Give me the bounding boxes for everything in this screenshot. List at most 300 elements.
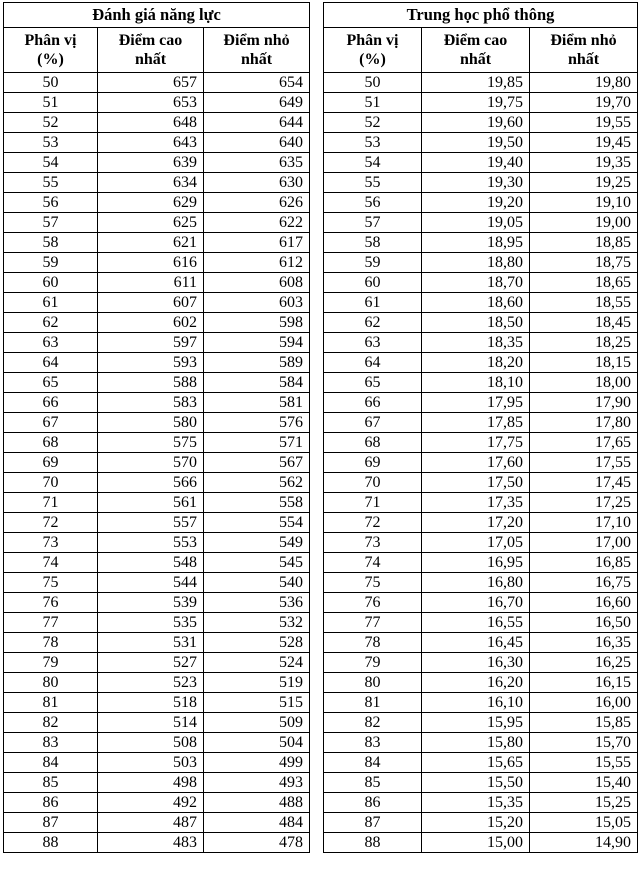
cell-min-score: 519	[204, 673, 310, 693]
cell-min-score: 488	[204, 793, 310, 813]
cell-min-score: 598	[204, 313, 310, 333]
cell-min-score: 549	[204, 533, 310, 553]
cell-max-score: 19,05	[422, 213, 530, 233]
cell-percentile: 80	[4, 673, 98, 693]
cell-max-score: 16,70	[422, 593, 530, 613]
cell-min-score: 17,45	[530, 473, 638, 493]
table-row	[324, 733, 638, 753]
cell-max-score: 535	[98, 613, 204, 633]
cell-percentile: 85	[4, 773, 98, 793]
dgnl-table	[3, 2, 310, 853]
cell-percentile: 66	[324, 393, 422, 413]
table-row	[324, 793, 638, 813]
cell-min-score: 18,45	[530, 313, 638, 333]
cell-percentile: 68	[4, 433, 98, 453]
cell-percentile: 81	[324, 693, 422, 713]
cell-min-score: 576	[204, 413, 310, 433]
cell-percentile: 82	[324, 713, 422, 733]
cell-percentile: 83	[4, 733, 98, 753]
table-row	[324, 413, 638, 433]
cell-percentile: 80	[324, 673, 422, 693]
cell-percentile: 60	[4, 273, 98, 293]
cell-min-score: 630	[204, 173, 310, 193]
cell-percentile: 84	[324, 753, 422, 773]
table-row	[4, 533, 310, 553]
cell-percentile: 67	[324, 413, 422, 433]
cell-percentile: 88	[4, 833, 98, 853]
cell-min-score: 16,00	[530, 693, 638, 713]
table-row	[4, 553, 310, 573]
cell-min-score: 622	[204, 213, 310, 233]
cell-min-score: 19,70	[530, 93, 638, 113]
cell-max-score: 19,50	[422, 133, 530, 153]
table-row	[324, 813, 638, 833]
cell-min-score: 603	[204, 293, 310, 313]
cell-max-score: 657	[98, 73, 204, 93]
table-row	[324, 193, 638, 213]
cell-percentile: 70	[4, 473, 98, 493]
table-row	[324, 693, 638, 713]
table-row	[324, 493, 638, 513]
table-row	[4, 373, 310, 393]
table-row	[324, 553, 638, 573]
cell-min-score: 554	[204, 513, 310, 533]
cell-max-score: 575	[98, 433, 204, 453]
table-row	[4, 113, 310, 133]
table-row	[324, 433, 638, 453]
cell-max-score: 518	[98, 693, 204, 713]
cell-min-score: 635	[204, 153, 310, 173]
cell-percentile: 65	[4, 373, 98, 393]
cell-percentile: 58	[4, 233, 98, 253]
cell-max-score: 492	[98, 793, 204, 813]
cell-percentile: 77	[324, 613, 422, 633]
cell-percentile: 72	[324, 513, 422, 533]
cell-max-score: 611	[98, 273, 204, 293]
table-title: Trung học phổ thông	[324, 3, 638, 28]
cell-max-score: 16,45	[422, 633, 530, 653]
cell-max-score: 643	[98, 133, 204, 153]
cell-min-score: 532	[204, 613, 310, 633]
cell-percentile: 77	[4, 613, 98, 633]
cell-percentile: 83	[324, 733, 422, 753]
cell-percentile: 64	[4, 353, 98, 373]
cell-min-score: 15,70	[530, 733, 638, 753]
cell-max-score: 523	[98, 673, 204, 693]
cell-max-score: 18,60	[422, 293, 530, 313]
header-row	[4, 28, 310, 73]
cell-min-score: 484	[204, 813, 310, 833]
cell-max-score: 483	[98, 833, 204, 853]
thpt-table	[323, 2, 638, 853]
cell-min-score: 16,35	[530, 633, 638, 653]
table-row	[4, 353, 310, 373]
table-row	[4, 613, 310, 633]
table-row	[324, 313, 638, 333]
cell-max-score: 498	[98, 773, 204, 793]
table-row	[4, 193, 310, 213]
cell-percentile: 62	[4, 313, 98, 333]
cell-min-score: 16,75	[530, 573, 638, 593]
cell-percentile: 62	[324, 313, 422, 333]
cell-min-score: 654	[204, 73, 310, 93]
table-row	[4, 573, 310, 593]
cell-max-score: 548	[98, 553, 204, 573]
cell-max-score: 629	[98, 193, 204, 213]
cell-min-score: 509	[204, 713, 310, 733]
cell-percentile: 87	[324, 813, 422, 833]
cell-min-score: 18,25	[530, 333, 638, 353]
cell-min-score: 571	[204, 433, 310, 453]
cell-max-score: 16,30	[422, 653, 530, 673]
table-row	[324, 173, 638, 193]
table-row	[4, 653, 310, 673]
cell-max-score: 15,65	[422, 753, 530, 773]
cell-max-score: 17,95	[422, 393, 530, 413]
cell-min-score: 15,55	[530, 753, 638, 773]
cell-max-score: 15,80	[422, 733, 530, 753]
cell-percentile: 59	[4, 253, 98, 273]
table-body	[324, 73, 638, 853]
table-row	[324, 833, 638, 853]
cell-min-score: 545	[204, 553, 310, 573]
cell-percentile: 85	[324, 773, 422, 793]
cell-percentile: 86	[4, 793, 98, 813]
cell-min-score: 19,00	[530, 213, 638, 233]
cell-max-score: 16,80	[422, 573, 530, 593]
cell-max-score: 19,30	[422, 173, 530, 193]
cell-percentile: 84	[4, 753, 98, 773]
cell-max-score: 531	[98, 633, 204, 653]
table-row	[4, 313, 310, 333]
cell-max-score: 18,70	[422, 273, 530, 293]
header-percentile: Phân vị (%)	[324, 28, 422, 73]
cell-max-score: 17,35	[422, 493, 530, 513]
table-row	[4, 173, 310, 193]
table-row	[4, 793, 310, 813]
table-row	[324, 753, 638, 773]
table-title-row	[324, 3, 638, 28]
table-row	[4, 213, 310, 233]
table-row	[4, 773, 310, 793]
cell-percentile: 82	[4, 713, 98, 733]
table-row	[4, 473, 310, 493]
cell-percentile: 88	[324, 833, 422, 853]
table-row	[324, 613, 638, 633]
cell-max-score: 514	[98, 713, 204, 733]
cell-min-score: 16,60	[530, 593, 638, 613]
cell-percentile: 61	[4, 293, 98, 313]
cell-percentile: 73	[4, 533, 98, 553]
cell-percentile: 86	[324, 793, 422, 813]
cell-max-score: 15,20	[422, 813, 530, 833]
cell-max-score: 616	[98, 253, 204, 273]
cell-max-score: 580	[98, 413, 204, 433]
header-row	[324, 28, 638, 73]
cell-percentile: 71	[4, 493, 98, 513]
cell-max-score: 648	[98, 113, 204, 133]
cell-percentile: 52	[324, 113, 422, 133]
cell-min-score: 581	[204, 393, 310, 413]
cell-percentile: 64	[324, 353, 422, 373]
cell-percentile: 63	[4, 333, 98, 353]
cell-min-score: 640	[204, 133, 310, 153]
cell-percentile: 63	[324, 333, 422, 353]
table-row	[4, 333, 310, 353]
cell-percentile: 55	[4, 173, 98, 193]
cell-max-score: 653	[98, 93, 204, 113]
header-max-score: Điểm cao nhất	[98, 28, 204, 73]
cell-min-score: 540	[204, 573, 310, 593]
cell-min-score: 15,25	[530, 793, 638, 813]
cell-min-score: 17,90	[530, 393, 638, 413]
table-row	[4, 393, 310, 413]
cell-percentile: 50	[4, 73, 98, 93]
cell-min-score: 626	[204, 193, 310, 213]
cell-min-score: 504	[204, 733, 310, 753]
cell-min-score: 493	[204, 773, 310, 793]
cell-max-score: 19,60	[422, 113, 530, 133]
cell-max-score: 18,50	[422, 313, 530, 333]
cell-percentile: 76	[4, 593, 98, 613]
table-row	[324, 373, 638, 393]
cell-percentile: 67	[4, 413, 98, 433]
cell-max-score: 19,20	[422, 193, 530, 213]
cell-min-score: 594	[204, 333, 310, 353]
table-row	[4, 713, 310, 733]
cell-min-score: 18,55	[530, 293, 638, 313]
table-row	[324, 473, 638, 493]
table-row	[4, 293, 310, 313]
cell-percentile: 69	[324, 453, 422, 473]
table-row	[4, 673, 310, 693]
table-row	[324, 73, 638, 93]
cell-max-score: 19,85	[422, 73, 530, 93]
tables-container	[3, 2, 637, 884]
cell-percentile: 74	[4, 553, 98, 573]
cell-percentile: 56	[324, 193, 422, 213]
table-row	[324, 633, 638, 653]
cell-percentile: 61	[324, 293, 422, 313]
cell-max-score: 625	[98, 213, 204, 233]
table-row	[4, 133, 310, 153]
cell-max-score: 539	[98, 593, 204, 613]
cell-percentile: 78	[324, 633, 422, 653]
table-row	[324, 333, 638, 353]
cell-min-score: 515	[204, 693, 310, 713]
cell-min-score: 19,55	[530, 113, 638, 133]
table-row	[4, 153, 310, 173]
cell-max-score: 503	[98, 753, 204, 773]
cell-min-score: 16,85	[530, 553, 638, 573]
table-body	[4, 73, 310, 853]
cell-min-score: 584	[204, 373, 310, 393]
cell-min-score: 19,45	[530, 133, 638, 153]
table-row	[324, 273, 638, 293]
cell-min-score: 17,65	[530, 433, 638, 453]
cell-percentile: 51	[324, 93, 422, 113]
cell-percentile: 78	[4, 633, 98, 653]
cell-percentile: 50	[324, 73, 422, 93]
table-row	[324, 513, 638, 533]
table-row	[324, 253, 638, 273]
cell-min-score: 499	[204, 753, 310, 773]
table-row	[324, 233, 638, 253]
table-row	[4, 693, 310, 713]
table-row	[324, 113, 638, 133]
cell-min-score: 17,25	[530, 493, 638, 513]
cell-percentile: 75	[4, 573, 98, 593]
cell-percentile: 71	[324, 493, 422, 513]
table-row	[324, 673, 638, 693]
cell-min-score: 18,00	[530, 373, 638, 393]
cell-min-score: 18,75	[530, 253, 638, 273]
cell-min-score: 19,80	[530, 73, 638, 93]
table-row	[324, 653, 638, 673]
cell-min-score: 17,80	[530, 413, 638, 433]
cell-max-score: 553	[98, 533, 204, 553]
cell-percentile: 69	[4, 453, 98, 473]
cell-percentile: 66	[4, 393, 98, 413]
cell-max-score: 544	[98, 573, 204, 593]
cell-percentile: 76	[324, 593, 422, 613]
table-row	[4, 493, 310, 513]
cell-percentile: 54	[4, 153, 98, 173]
cell-percentile: 60	[324, 273, 422, 293]
table-title-row	[4, 3, 310, 28]
cell-percentile: 72	[4, 513, 98, 533]
table-row	[324, 393, 638, 413]
cell-max-score: 593	[98, 353, 204, 373]
cell-min-score: 16,50	[530, 613, 638, 633]
cell-max-score: 18,35	[422, 333, 530, 353]
table-row	[4, 753, 310, 773]
table-row	[4, 93, 310, 113]
table-row	[324, 573, 638, 593]
table-row	[4, 813, 310, 833]
cell-max-score: 527	[98, 653, 204, 673]
table-row	[4, 233, 310, 253]
table-row	[4, 413, 310, 433]
cell-percentile: 68	[324, 433, 422, 453]
cell-max-score: 17,75	[422, 433, 530, 453]
table-row	[324, 153, 638, 173]
cell-min-score: 16,25	[530, 653, 638, 673]
table-row	[4, 833, 310, 853]
cell-percentile: 70	[324, 473, 422, 493]
table-row	[324, 293, 638, 313]
cell-max-score: 607	[98, 293, 204, 313]
table-row	[4, 73, 310, 93]
cell-percentile: 57	[4, 213, 98, 233]
cell-min-score: 524	[204, 653, 310, 673]
cell-percentile: 79	[324, 653, 422, 673]
cell-min-score: 536	[204, 593, 310, 613]
cell-max-score: 19,40	[422, 153, 530, 173]
table-row	[324, 713, 638, 733]
table-row	[324, 453, 638, 473]
cell-max-score: 16,95	[422, 553, 530, 573]
cell-percentile: 53	[324, 133, 422, 153]
cell-min-score: 17,55	[530, 453, 638, 473]
table-row	[324, 133, 638, 153]
table-row	[324, 93, 638, 113]
cell-percentile: 65	[324, 373, 422, 393]
cell-min-score: 15,40	[530, 773, 638, 793]
cell-max-score: 16,55	[422, 613, 530, 633]
header-min-score: Điểm nhỏ nhất	[204, 28, 310, 73]
table-row	[4, 513, 310, 533]
cell-max-score: 487	[98, 813, 204, 833]
cell-max-score: 18,10	[422, 373, 530, 393]
table-row	[324, 533, 638, 553]
cell-percentile: 56	[4, 193, 98, 213]
table-row	[4, 633, 310, 653]
cell-min-score: 567	[204, 453, 310, 473]
cell-min-score: 17,00	[530, 533, 638, 553]
cell-max-score: 588	[98, 373, 204, 393]
cell-min-score: 14,90	[530, 833, 638, 853]
cell-max-score: 16,10	[422, 693, 530, 713]
header-min-score: Điểm nhỏ nhất	[530, 28, 638, 73]
cell-max-score: 19,75	[422, 93, 530, 113]
table-row	[324, 353, 638, 373]
table-row	[4, 733, 310, 753]
cell-min-score: 18,85	[530, 233, 638, 253]
cell-max-score: 15,50	[422, 773, 530, 793]
cell-max-score: 18,20	[422, 353, 530, 373]
table-row	[324, 773, 638, 793]
cell-max-score: 557	[98, 513, 204, 533]
cell-min-score: 19,25	[530, 173, 638, 193]
cell-max-score: 18,95	[422, 233, 530, 253]
cell-max-score: 621	[98, 233, 204, 253]
cell-max-score: 583	[98, 393, 204, 413]
cell-max-score: 566	[98, 473, 204, 493]
cell-min-score: 17,10	[530, 513, 638, 533]
cell-min-score: 18,15	[530, 353, 638, 373]
table-row	[4, 593, 310, 613]
cell-min-score: 16,15	[530, 673, 638, 693]
cell-max-score: 597	[98, 333, 204, 353]
cell-percentile: 55	[324, 173, 422, 193]
cell-min-score: 19,10	[530, 193, 638, 213]
cell-max-score: 17,50	[422, 473, 530, 493]
cell-max-score: 17,20	[422, 513, 530, 533]
cell-max-score: 602	[98, 313, 204, 333]
cell-min-score: 562	[204, 473, 310, 493]
cell-percentile: 52	[4, 113, 98, 133]
cell-max-score: 508	[98, 733, 204, 753]
cell-min-score: 589	[204, 353, 310, 373]
cell-percentile: 75	[324, 573, 422, 593]
cell-max-score: 561	[98, 493, 204, 513]
table-row	[4, 453, 310, 473]
cell-percentile: 54	[324, 153, 422, 173]
cell-max-score: 15,95	[422, 713, 530, 733]
cell-max-score: 16,20	[422, 673, 530, 693]
cell-max-score: 634	[98, 173, 204, 193]
cell-min-score: 478	[204, 833, 310, 853]
cell-min-score: 649	[204, 93, 310, 113]
cell-min-score: 644	[204, 113, 310, 133]
cell-max-score: 15,00	[422, 833, 530, 853]
cell-min-score: 15,05	[530, 813, 638, 833]
table-row	[324, 593, 638, 613]
cell-min-score: 19,35	[530, 153, 638, 173]
table-row	[4, 433, 310, 453]
header-max-score: Điểm cao nhất	[422, 28, 530, 73]
